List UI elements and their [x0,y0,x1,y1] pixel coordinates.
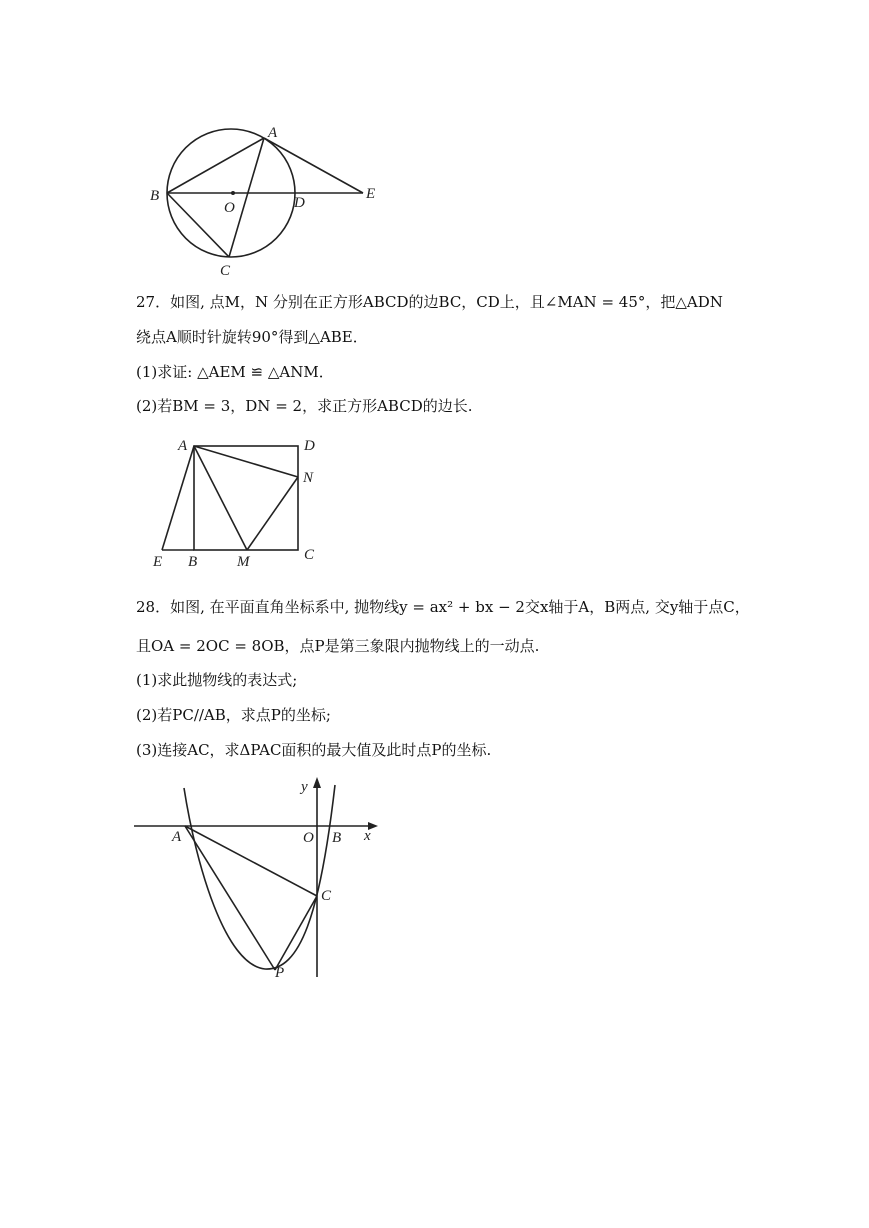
segment-ae [162,446,194,550]
segment-am [194,446,247,550]
figure-circle-tangent [140,120,400,285]
label-e: E [366,186,376,202]
q28-line3: (1)求此抛物线的表达式; [136,671,298,689]
label-p: P [275,965,285,981]
q28-line4: (2)若PC//AB，求点P的坐标; [136,706,331,724]
figure-parabola [130,775,390,985]
q28-line2: 且OA = 2OC = 8OB，点P是第三象限内抛物线上的一动点. [136,637,540,655]
label-a: A [178,438,188,454]
q27-line4: (2)若BM = 3，DN = 2，求正方形ABCD的边长. [136,397,473,415]
segment-pc [275,896,317,970]
label-d: D [294,195,305,211]
segment-mn [247,477,298,550]
q27-line1: 27．如图, 点M，N 分别在正方形ABCD的边BC，CD上，且∠MAN = 45°，把△ADN [136,293,723,311]
segment-ac [185,826,317,896]
segment-ae [264,138,363,193]
y-axis-arrow-icon [313,777,321,788]
label-a: A [268,125,278,141]
label-c: C [220,263,231,279]
q27-line2: 绕点A顺时针旋转90°得到△ABE． [136,328,368,346]
q28-line5: (3)连接AC，求ΔPAC面积的最大值及此时点P的坐标. [136,741,492,759]
q28-line1: 28．如图, 在平面直角坐标系中, 抛物线y = ax² + bx − 2交x轴于A，B两点, 交y轴于点C， [136,598,750,616]
parabola-curve [184,785,335,969]
label-o: O [224,200,235,216]
segment-ap [185,826,275,970]
label-d: D [304,438,315,454]
label-b: B [332,830,342,846]
label-a: A [172,829,182,845]
label-x: x [364,828,371,844]
label-c: C [321,888,332,904]
segment-an [194,446,298,477]
label-b: B [188,554,198,570]
q27-line3: (1)求证: △AEM ≌ △ANM． [136,363,334,381]
segment-ac [229,138,264,257]
label-b: B [150,188,160,204]
label-y: y [301,779,308,795]
figure-square [150,432,340,572]
center-dot [231,191,235,195]
label-m: M [237,554,250,570]
label-o: O [303,830,314,846]
label-e: E [153,554,163,570]
label-c: C [304,547,315,563]
label-n: N [303,470,314,486]
